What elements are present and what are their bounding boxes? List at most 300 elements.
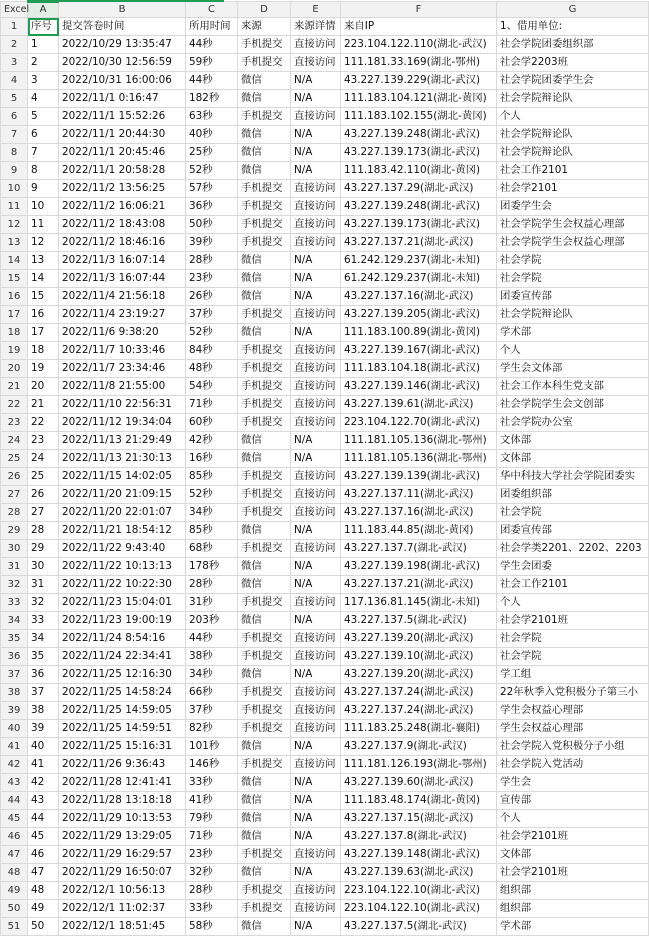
cell-source[interactable]: 手机提交 xyxy=(238,882,291,900)
cell-source-detail[interactable]: 直接访问 xyxy=(291,486,341,504)
cell-source-detail[interactable]: N/A xyxy=(291,576,341,594)
cell-submit-time[interactable]: 2022/11/2 13:56:25 xyxy=(59,180,186,198)
cell-duration[interactable]: 28秒 xyxy=(186,252,238,270)
cell-source[interactable]: 微信 xyxy=(238,738,291,756)
cell-seq[interactable]: 48 xyxy=(28,882,59,900)
cell-seq[interactable]: 3 xyxy=(28,72,59,90)
cell-submit-time[interactable]: 2022/11/25 14:59:05 xyxy=(59,702,186,720)
row-number[interactable]: 19 xyxy=(1,342,28,360)
row-number[interactable]: 44 xyxy=(1,792,28,810)
cell-source[interactable]: 手机提交 xyxy=(238,540,291,558)
cell-seq[interactable]: 11 xyxy=(28,216,59,234)
cell-unit[interactable]: 社会学院学生会权益心理部 xyxy=(497,234,649,252)
cell-unit[interactable]: 社会学院 xyxy=(497,630,649,648)
cell-submit-time[interactable]: 2022/11/23 15:04:01 xyxy=(59,594,186,612)
cell-seq[interactable]: 42 xyxy=(28,774,59,792)
cell-ip[interactable]: 111.183.48.174(湖北-黄冈) xyxy=(341,792,497,810)
cell-duration[interactable]: 66秒 xyxy=(186,684,238,702)
cell-ip[interactable]: 111.181.105.136(湖北-鄂州) xyxy=(341,432,497,450)
cell-ip[interactable]: 43.227.137.9(湖北-武汉) xyxy=(341,738,497,756)
cell-source[interactable]: 手机提交 xyxy=(238,234,291,252)
cell-seq[interactable]: 39 xyxy=(28,720,59,738)
column-header-f[interactable]: F xyxy=(341,2,497,18)
row-number[interactable]: 36 xyxy=(1,648,28,666)
cell-seq[interactable]: 38 xyxy=(28,702,59,720)
cell-source-detail[interactable]: 直接访问 xyxy=(291,720,341,738)
cell-seq[interactable]: 13 xyxy=(28,252,59,270)
cell-duration[interactable]: 38秒 xyxy=(186,648,238,666)
cell-source[interactable]: 手机提交 xyxy=(238,846,291,864)
row-number[interactable]: 48 xyxy=(1,864,28,882)
cell-source[interactable]: 微信 xyxy=(238,252,291,270)
cell-duration[interactable]: 28秒 xyxy=(186,882,238,900)
cell-source-detail[interactable]: 直接访问 xyxy=(291,684,341,702)
cell-source-detail[interactable]: N/A xyxy=(291,810,341,828)
cell-source[interactable]: 手机提交 xyxy=(238,108,291,126)
header-cell-duration[interactable]: 所用时间 xyxy=(186,18,238,36)
cell-submit-time[interactable]: 2022/11/25 12:16:30 xyxy=(59,666,186,684)
cell-ip[interactable]: 43.227.139.63(湖北-武汉) xyxy=(341,864,497,882)
cell-unit[interactable]: 社会学院学生会权益心理部 xyxy=(497,216,649,234)
cell-duration[interactable]: 42秒 xyxy=(186,432,238,450)
cell-source-detail[interactable]: 直接访问 xyxy=(291,342,341,360)
cell-duration[interactable]: 203秒 xyxy=(186,612,238,630)
cell-source[interactable]: 微信 xyxy=(238,288,291,306)
cell-submit-time[interactable]: 2022/11/29 16:29:57 xyxy=(59,846,186,864)
row-number[interactable]: 13 xyxy=(1,234,28,252)
row-number[interactable]: 1 xyxy=(1,18,28,36)
row-number[interactable]: 18 xyxy=(1,324,28,342)
cell-duration[interactable]: 59秒 xyxy=(186,54,238,72)
cell-unit[interactable]: 社会工作本科生党支部 xyxy=(497,378,649,396)
cell-duration[interactable]: 50秒 xyxy=(186,216,238,234)
cell-ip[interactable]: 43.227.137.21(湖北-武汉) xyxy=(341,234,497,252)
cell-submit-time[interactable]: 2022/11/22 10:22:30 xyxy=(59,576,186,594)
cell-seq[interactable]: 9 xyxy=(28,180,59,198)
cell-unit[interactable]: 个人 xyxy=(497,810,649,828)
cell-source-detail[interactable]: 直接访问 xyxy=(291,504,341,522)
cell-ip[interactable]: 43.227.139.229(湖北-武汉) xyxy=(341,72,497,90)
cell-seq[interactable]: 28 xyxy=(28,522,59,540)
cell-duration[interactable]: 34秒 xyxy=(186,666,238,684)
cell-ip[interactable]: 43.227.137.8(湖北-武汉) xyxy=(341,828,497,846)
cell-unit[interactable]: 学术部 xyxy=(497,918,649,936)
cell-source[interactable]: 微信 xyxy=(238,558,291,576)
cell-source[interactable]: 微信 xyxy=(238,270,291,288)
cell-source[interactable]: 微信 xyxy=(238,792,291,810)
cell-ip[interactable]: 43.227.137.5(湖北-武汉) xyxy=(341,612,497,630)
cell-unit[interactable]: 学工组 xyxy=(497,666,649,684)
cell-ip[interactable]: 223.104.122.70(湖北-武汉) xyxy=(341,414,497,432)
cell-seq[interactable]: 45 xyxy=(28,828,59,846)
cell-unit[interactable]: 组织部 xyxy=(497,882,649,900)
header-cell-submit-time[interactable]: 提交答卷时间 xyxy=(59,18,186,36)
cell-unit[interactable]: 社会学院 xyxy=(497,504,649,522)
cell-source-detail[interactable]: N/A xyxy=(291,864,341,882)
cell-ip[interactable]: 111.183.42.110(湖北-黄冈) xyxy=(341,162,497,180)
cell-seq[interactable]: 14 xyxy=(28,270,59,288)
cell-ip[interactable]: 43.227.137.24(湖北-武汉) xyxy=(341,684,497,702)
row-number[interactable]: 41 xyxy=(1,738,28,756)
cell-source-detail[interactable]: N/A xyxy=(291,612,341,630)
cell-seq[interactable]: 35 xyxy=(28,648,59,666)
row-number[interactable]: 51 xyxy=(1,918,28,936)
cell-ip[interactable]: 223.104.122.10(湖北-武汉) xyxy=(341,882,497,900)
cell-duration[interactable]: 23秒 xyxy=(186,270,238,288)
cell-source-detail[interactable]: 直接访问 xyxy=(291,234,341,252)
cell-source[interactable]: 手机提交 xyxy=(238,594,291,612)
row-number[interactable]: 21 xyxy=(1,378,28,396)
cell-ip[interactable]: 111.183.104.121(湖北-黄冈) xyxy=(341,90,497,108)
cell-submit-time[interactable]: 2022/11/4 23:19:27 xyxy=(59,306,186,324)
cell-seq[interactable]: 26 xyxy=(28,486,59,504)
row-number[interactable]: 38 xyxy=(1,684,28,702)
cell-duration[interactable]: 32秒 xyxy=(186,864,238,882)
cell-unit[interactable]: 团委宣传部 xyxy=(497,522,649,540)
cell-ip[interactable]: 111.181.33.169(湖北-鄂州) xyxy=(341,54,497,72)
cell-seq[interactable]: 24 xyxy=(28,450,59,468)
cell-submit-time[interactable]: 2022/11/22 10:13:13 xyxy=(59,558,186,576)
cell-source[interactable]: 手机提交 xyxy=(238,468,291,486)
cell-duration[interactable]: 178秒 xyxy=(186,558,238,576)
row-number[interactable]: 16 xyxy=(1,288,28,306)
cell-source[interactable]: 手机提交 xyxy=(238,198,291,216)
cell-seq[interactable]: 37 xyxy=(28,684,59,702)
row-number[interactable]: 12 xyxy=(1,216,28,234)
cell-seq[interactable]: 7 xyxy=(28,144,59,162)
cell-ip[interactable]: 43.227.139.61(湖北-武汉) xyxy=(341,396,497,414)
cell-duration[interactable]: 26秒 xyxy=(186,288,238,306)
cell-source[interactable]: 微信 xyxy=(238,666,291,684)
cell-source-detail[interactable]: N/A xyxy=(291,72,341,90)
cell-duration[interactable]: 54秒 xyxy=(186,378,238,396)
cell-ip[interactable]: 43.227.139.139(湖北-武汉) xyxy=(341,468,497,486)
cell-duration[interactable]: 85秒 xyxy=(186,468,238,486)
cell-source-detail[interactable]: 直接访问 xyxy=(291,594,341,612)
cell-seq[interactable]: 43 xyxy=(28,792,59,810)
header-cell-ip[interactable]: 来自IP xyxy=(341,18,497,36)
cell-seq[interactable]: 5 xyxy=(28,108,59,126)
row-number[interactable]: 14 xyxy=(1,252,28,270)
cell-source[interactable]: 微信 xyxy=(238,72,291,90)
cell-unit[interactable]: 文体部 xyxy=(497,450,649,468)
cell-submit-time[interactable]: 2022/11/1 0:16:47 xyxy=(59,90,186,108)
cell-ip[interactable]: 43.227.137.5(湖北-武汉) xyxy=(341,918,497,936)
row-number[interactable]: 6 xyxy=(1,108,28,126)
cell-source[interactable]: 手机提交 xyxy=(238,54,291,72)
cell-duration[interactable]: 146秒 xyxy=(186,756,238,774)
row-number[interactable]: 42 xyxy=(1,756,28,774)
cell-duration[interactable]: 34秒 xyxy=(186,504,238,522)
cell-submit-time[interactable]: 2022/11/29 13:29:05 xyxy=(59,828,186,846)
cell-submit-time[interactable]: 2022/11/1 20:44:30 xyxy=(59,126,186,144)
cell-ip[interactable]: 111.183.25.248(湖北-襄阳) xyxy=(341,720,497,738)
cell-submit-time[interactable]: 2022/11/24 8:54:16 xyxy=(59,630,186,648)
cell-ip[interactable]: 43.227.137.24(湖北-武汉) xyxy=(341,702,497,720)
cell-source-detail[interactable]: 直接访问 xyxy=(291,36,341,54)
cell-submit-time[interactable]: 2022/11/3 16:07:14 xyxy=(59,252,186,270)
cell-source-detail[interactable]: 直接访问 xyxy=(291,396,341,414)
row-number[interactable]: 27 xyxy=(1,486,28,504)
row-number[interactable]: 20 xyxy=(1,360,28,378)
cell-source[interactable]: 手机提交 xyxy=(238,342,291,360)
row-number[interactable]: 3 xyxy=(1,54,28,72)
cell-submit-time[interactable]: 2022/11/8 21:55:00 xyxy=(59,378,186,396)
row-number[interactable]: 9 xyxy=(1,162,28,180)
column-header-a[interactable]: A xyxy=(28,2,59,18)
cell-submit-time[interactable]: 2022/12/1 11:02:37 xyxy=(59,900,186,918)
row-number[interactable]: 33 xyxy=(1,594,28,612)
cell-unit[interactable]: 社会学院学生会文创部 xyxy=(497,396,649,414)
cell-submit-time[interactable]: 2022/11/1 15:52:26 xyxy=(59,108,186,126)
cell-ip[interactable]: 43.227.139.205(湖北-武汉) xyxy=(341,306,497,324)
cell-unit[interactable]: 宣传部 xyxy=(497,792,649,810)
cell-seq[interactable]: 10 xyxy=(28,198,59,216)
cell-duration[interactable]: 68秒 xyxy=(186,540,238,558)
cell-ip[interactable]: 111.181.126.193(湖北-鄂州) xyxy=(341,756,497,774)
row-number[interactable]: 30 xyxy=(1,540,28,558)
row-number[interactable]: 7 xyxy=(1,126,28,144)
header-cell-unit[interactable]: 1、借用单位: xyxy=(497,18,649,36)
cell-unit[interactable]: 文体部 xyxy=(497,432,649,450)
cell-source[interactable]: 手机提交 xyxy=(238,486,291,504)
cell-duration[interactable]: 39秒 xyxy=(186,234,238,252)
cell-source[interactable]: 微信 xyxy=(238,828,291,846)
cell-source[interactable]: 微信 xyxy=(238,810,291,828)
cell-seq[interactable]: 21 xyxy=(28,396,59,414)
row-number[interactable]: 47 xyxy=(1,846,28,864)
cell-ip[interactable]: 111.183.44.85(湖北-黄冈) xyxy=(341,522,497,540)
cell-source[interactable]: 手机提交 xyxy=(238,216,291,234)
cell-unit[interactable]: 社会工作2101 xyxy=(497,576,649,594)
cell-duration[interactable]: 37秒 xyxy=(186,306,238,324)
cell-source-detail[interactable]: 直接访问 xyxy=(291,540,341,558)
cell-source[interactable]: 微信 xyxy=(238,864,291,882)
cell-source-detail[interactable]: 直接访问 xyxy=(291,702,341,720)
cell-unit[interactable]: 华中科技大学社会学院团委实 xyxy=(497,468,649,486)
cell-source-detail[interactable]: N/A xyxy=(291,90,341,108)
column-header-d[interactable]: D xyxy=(238,2,291,18)
cell-unit[interactable]: 社会学院辩论队 xyxy=(497,126,649,144)
cell-unit[interactable]: 社会工作2101 xyxy=(497,162,649,180)
cell-seq[interactable]: 47 xyxy=(28,864,59,882)
cell-unit[interactable]: 社会学院团委组织部 xyxy=(497,36,649,54)
cell-unit[interactable]: 组织部 xyxy=(497,900,649,918)
row-number[interactable]: 17 xyxy=(1,306,28,324)
cell-unit[interactable]: 社会学院 xyxy=(497,648,649,666)
cell-unit[interactable]: 团委组织部 xyxy=(497,486,649,504)
cell-unit[interactable]: 学生会权益心理部 xyxy=(497,720,649,738)
cell-source-detail[interactable]: 直接访问 xyxy=(291,198,341,216)
row-number[interactable]: 40 xyxy=(1,720,28,738)
cell-submit-time[interactable]: 2022/11/20 21:09:15 xyxy=(59,486,186,504)
cell-unit[interactable]: 社会学院辩论队 xyxy=(497,144,649,162)
cell-source-detail[interactable]: 直接访问 xyxy=(291,108,341,126)
cell-ip[interactable]: 223.104.122.110(湖北-武汉) xyxy=(341,36,497,54)
cell-source-detail[interactable]: N/A xyxy=(291,918,341,936)
cell-source-detail[interactable]: N/A xyxy=(291,162,341,180)
cell-ip[interactable]: 43.227.137.21(湖北-武汉) xyxy=(341,576,497,594)
header-cell-source[interactable]: 来源 xyxy=(238,18,291,36)
cell-seq[interactable]: 17 xyxy=(28,324,59,342)
cell-seq[interactable]: 36 xyxy=(28,666,59,684)
cell-unit[interactable]: 社会学院辩论队 xyxy=(497,306,649,324)
cell-source[interactable]: 手机提交 xyxy=(238,756,291,774)
cell-seq[interactable]: 41 xyxy=(28,756,59,774)
row-number[interactable]: 22 xyxy=(1,396,28,414)
cell-duration[interactable]: 58秒 xyxy=(186,918,238,936)
cell-source-detail[interactable]: 直接访问 xyxy=(291,414,341,432)
column-header-c[interactable]: C xyxy=(186,2,238,18)
row-number[interactable]: 8 xyxy=(1,144,28,162)
cell-unit[interactable]: 社会学2101 xyxy=(497,180,649,198)
cell-source[interactable]: 手机提交 xyxy=(238,702,291,720)
cell-source[interactable]: 手机提交 xyxy=(238,684,291,702)
cell-duration[interactable]: 52秒 xyxy=(186,486,238,504)
cell-ip[interactable]: 43.227.137.7(湖北-武汉) xyxy=(341,540,497,558)
cell-ip[interactable]: 43.227.139.248(湖北-武汉) xyxy=(341,126,497,144)
cell-source[interactable]: 微信 xyxy=(238,450,291,468)
cell-ip[interactable]: 43.227.137.11(湖北-武汉) xyxy=(341,486,497,504)
cell-ip[interactable]: 43.227.139.173(湖北-武汉) xyxy=(341,144,497,162)
cell-unit[interactable]: 社会学院办公室 xyxy=(497,414,649,432)
cell-ip[interactable]: 61.242.129.237(湖北-未知) xyxy=(341,252,497,270)
cell-submit-time[interactable]: 2022/11/22 9:43:40 xyxy=(59,540,186,558)
cell-source-detail[interactable]: N/A xyxy=(291,432,341,450)
cell-duration[interactable]: 37秒 xyxy=(186,702,238,720)
cell-unit[interactable]: 社会学院入党积极分子小组 xyxy=(497,738,649,756)
cell-unit[interactable]: 文体部 xyxy=(497,846,649,864)
cell-unit[interactable]: 个人 xyxy=(497,342,649,360)
cell-duration[interactable]: 40秒 xyxy=(186,126,238,144)
cell-unit[interactable]: 团委宣传部 xyxy=(497,288,649,306)
cell-duration[interactable]: 44秒 xyxy=(186,630,238,648)
cell-seq[interactable]: 33 xyxy=(28,612,59,630)
cell-source[interactable]: 微信 xyxy=(238,90,291,108)
cell-ip[interactable]: 43.227.139.20(湖北-武汉) xyxy=(341,666,497,684)
cell-submit-time[interactable]: 2022/11/3 16:07:44 xyxy=(59,270,186,288)
cell-seq[interactable]: 4 xyxy=(28,90,59,108)
cell-unit[interactable]: 学术部 xyxy=(497,324,649,342)
cell-source-detail[interactable]: 直接访问 xyxy=(291,846,341,864)
cell-ip[interactable]: 43.227.137.16(湖北-武汉) xyxy=(341,504,497,522)
cell-ip[interactable]: 43.227.139.173(湖北-武汉) xyxy=(341,216,497,234)
cell-duration[interactable]: 71秒 xyxy=(186,828,238,846)
cell-unit[interactable]: 学生会团委 xyxy=(497,558,649,576)
cell-ip[interactable]: 111.181.105.136(湖北-鄂州) xyxy=(341,450,497,468)
cell-source-detail[interactable]: 直接访问 xyxy=(291,360,341,378)
cell-seq[interactable]: 23 xyxy=(28,432,59,450)
cell-submit-time[interactable]: 2022/11/23 19:00:19 xyxy=(59,612,186,630)
cell-ip[interactable]: 111.183.102.155(湖北-黄冈) xyxy=(341,108,497,126)
cell-submit-time[interactable]: 2022/11/7 23:34:46 xyxy=(59,360,186,378)
cell-submit-time[interactable]: 2022/11/25 14:58:24 xyxy=(59,684,186,702)
cell-submit-time[interactable]: 2022/11/13 21:29:49 xyxy=(59,432,186,450)
cell-seq[interactable]: 34 xyxy=(28,630,59,648)
cell-source-detail[interactable]: 直接访问 xyxy=(291,756,341,774)
cell-duration[interactable]: 52秒 xyxy=(186,324,238,342)
cell-source[interactable]: 手机提交 xyxy=(238,306,291,324)
cell-seq[interactable]: 15 xyxy=(28,288,59,306)
cell-submit-time[interactable]: 2022/11/29 10:13:53 xyxy=(59,810,186,828)
cell-duration[interactable]: 85秒 xyxy=(186,522,238,540)
header-cell-source-detail[interactable]: 来源详情 xyxy=(291,18,341,36)
cell-unit[interactable]: 学生会权益心理部 xyxy=(497,702,649,720)
cell-seq[interactable]: 49 xyxy=(28,900,59,918)
row-number[interactable]: 49 xyxy=(1,882,28,900)
cell-source[interactable]: 微信 xyxy=(238,612,291,630)
cell-seq[interactable]: 12 xyxy=(28,234,59,252)
row-number[interactable]: 11 xyxy=(1,198,28,216)
row-number[interactable]: 23 xyxy=(1,414,28,432)
cell-source[interactable]: 微信 xyxy=(238,522,291,540)
cell-source-detail[interactable]: N/A xyxy=(291,324,341,342)
cell-source[interactable]: 手机提交 xyxy=(238,630,291,648)
cell-source[interactable]: 微信 xyxy=(238,918,291,936)
cell-source-detail[interactable]: N/A xyxy=(291,666,341,684)
cell-duration[interactable]: 79秒 xyxy=(186,810,238,828)
column-header-e[interactable]: E xyxy=(291,2,341,18)
cell-duration[interactable]: 25秒 xyxy=(186,144,238,162)
cell-ip[interactable]: 43.227.137.16(湖北-武汉) xyxy=(341,288,497,306)
cell-seq[interactable]: 16 xyxy=(28,306,59,324)
cell-submit-time[interactable]: 2022/11/13 21:30:13 xyxy=(59,450,186,468)
cell-submit-time[interactable]: 2022/11/12 19:34:04 xyxy=(59,414,186,432)
cell-submit-time[interactable]: 2022/11/29 16:50:07 xyxy=(59,864,186,882)
cell-duration[interactable]: 48秒 xyxy=(186,360,238,378)
cell-submit-time[interactable]: 2022/11/2 16:06:21 xyxy=(59,198,186,216)
cell-source[interactable]: 微信 xyxy=(238,432,291,450)
cell-submit-time[interactable]: 2022/11/28 12:41:41 xyxy=(59,774,186,792)
cell-duration[interactable]: 33秒 xyxy=(186,900,238,918)
cell-submit-time[interactable]: 2022/11/28 13:18:18 xyxy=(59,792,186,810)
cell-ip[interactable]: 43.227.137.15(湖北-武汉) xyxy=(341,810,497,828)
cell-duration[interactable]: 28秒 xyxy=(186,576,238,594)
cell-duration[interactable]: 182秒 xyxy=(186,90,238,108)
row-number[interactable]: 37 xyxy=(1,666,28,684)
row-number[interactable]: 46 xyxy=(1,828,28,846)
cell-unit[interactable]: 社会学2203班 xyxy=(497,54,649,72)
cell-submit-time[interactable]: 2022/11/4 21:56:18 xyxy=(59,288,186,306)
cell-source-detail[interactable]: N/A xyxy=(291,738,341,756)
cell-source[interactable]: 微信 xyxy=(238,126,291,144)
cell-source[interactable]: 微信 xyxy=(238,144,291,162)
cell-source-detail[interactable]: 直接访问 xyxy=(291,306,341,324)
cell-source[interactable]: 手机提交 xyxy=(238,396,291,414)
cell-submit-time[interactable]: 2022/10/31 16:00:06 xyxy=(59,72,186,90)
cell-source[interactable]: 手机提交 xyxy=(238,180,291,198)
cell-source-detail[interactable]: 直接访问 xyxy=(291,54,341,72)
cell-ip[interactable]: 111.183.104.18(湖北-武汉) xyxy=(341,360,497,378)
cell-seq[interactable]: 30 xyxy=(28,558,59,576)
cell-seq[interactable]: 32 xyxy=(28,594,59,612)
cell-submit-time[interactable]: 2022/11/25 15:16:31 xyxy=(59,738,186,756)
cell-submit-time[interactable]: 2022/11/1 20:58:28 xyxy=(59,162,186,180)
cell-submit-time[interactable]: 2022/11/2 18:46:16 xyxy=(59,234,186,252)
cell-source-detail[interactable]: 直接访问 xyxy=(291,216,341,234)
cell-submit-time[interactable]: 2022/11/25 14:59:51 xyxy=(59,720,186,738)
column-header-b[interactable]: B xyxy=(59,2,186,18)
row-number[interactable]: 26 xyxy=(1,468,28,486)
cell-source-detail[interactable]: N/A xyxy=(291,288,341,306)
cell-seq[interactable]: 18 xyxy=(28,342,59,360)
cell-ip[interactable]: 43.227.139.60(湖北-武汉) xyxy=(341,774,497,792)
cell-seq[interactable]: 2 xyxy=(28,54,59,72)
cell-unit[interactable]: 社会学院 xyxy=(497,270,649,288)
cell-source-detail[interactable]: 直接访问 xyxy=(291,630,341,648)
cell-submit-time[interactable]: 2022/10/30 12:56:59 xyxy=(59,54,186,72)
cell-submit-time[interactable]: 2022/11/15 14:02:05 xyxy=(59,468,186,486)
